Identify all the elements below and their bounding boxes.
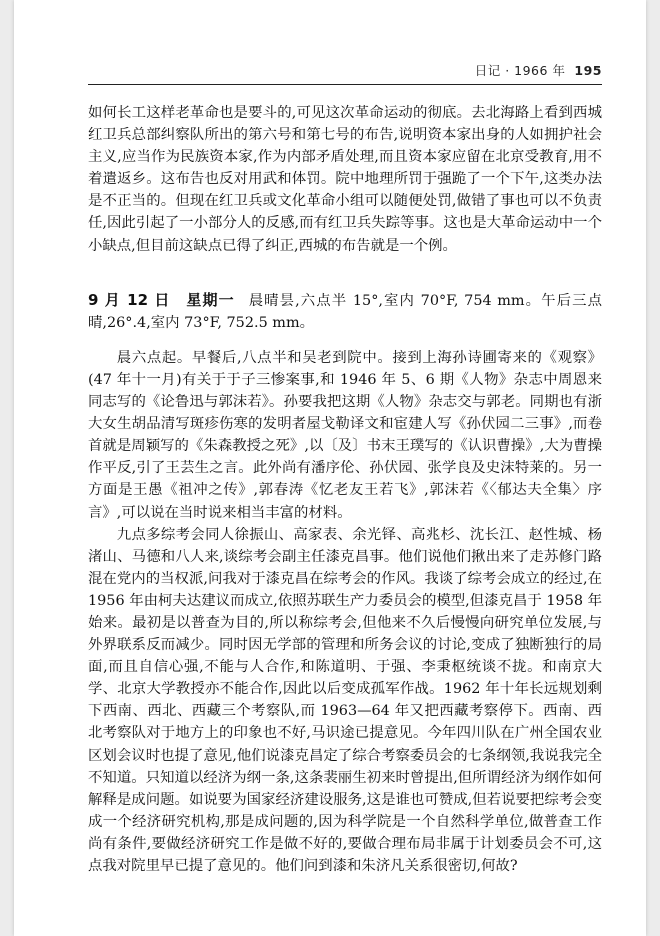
entry-weekday: 星期一 bbox=[186, 290, 235, 309]
paragraph-meeting: 九点多综考会同人徐振山、高家表、余光铎、高兆杉、沈长江、赵性城、杨渚山、马德和八人来,谈综考会副主任漆克昌事。他们说他们揪出来了走苏修门路混在党内的当权派,问我对于漆克昌在综考会的作风。我谈了综考会成立的经过,在 1956 年由柯夫达建议而成立,依照苏联生产力委员会的模型,但漆克昌于 1958 年始来。最初是以普查为目的,所以称综考会,但他来不久后慢慢向研究单位发展,与外界联系反而减少。同时因无学部的管理和所务会议的讨论,变成了独断独行的局面,而且自信心强,不能与人合作,和陈道明、于强、李秉枢统谈不拢。和南京大学、北京大学教授亦不能合作,因此以后变成孤军作战。1962 年十年长远规划剩下西南、西北、西藏三个考察队,而 1963—64 年又把西藏考察停下。西南、西北考察队对于地方上的印象也不好,马识途已提意见。今年四川队在广州全国农业区划会议时也提了意见,他们说漆克昌定了综合考察委员会的七条纲领,我说我完全不知道。只知道以经济为纲一条,这条裴丽生初来时曾提出,但所谓经济为纲作如何解释是成问题。如说要为国家经济建设服务,这是谁也可赞成,但若说要把综考会变成一个经济研究机构,那是成问题的,因为科学院是一个自然科学单位,做普查工作尚有条件,要做经济研究工作是做不好的,要做合理布局非属于计划委员会不可,这点我对院里早已提了意见的。他们问到漆和朱济凡关系很密切,何故? bbox=[88, 526, 602, 874]
running-title: 日记 · 1966 年 bbox=[474, 63, 566, 78]
diary-entry-heading bbox=[88, 289, 602, 334]
continuation-paragraph: 如何长工这样老革命也是要斗的,可见这次革命运动的彻底。去北海路上看到西城红卫兵总部纠察队所出的第六号和第七号的布告,说明资本家出身的人如拥护社会主义,应当作为民族资本家,作为内部矛盾处理,而且资本家应留在北京受教育,用不着遣返乡。这布告也反对用武和体罚。院中地理所罚于强跪了一个下午,这类办法是不正当的。但现在红卫兵或文化革命小组可以随便处罚,做错了事也可以不负责任,因此引起了一小部分人的反感,而有红卫兵失踪等事。这也是大革命运动中一个小缺点,但目前这缺点已得了纠正,西城的布告就是一个例。 bbox=[88, 105, 602, 254]
diary-text bbox=[88, 102, 602, 877]
header-text bbox=[475, 61, 602, 79]
running-header bbox=[88, 58, 602, 85]
entry-weather: 晨晴昙,六点半 15°,室内 70°F, 754 mm。午后三点晴,26°.4,室内 73°F, 752.5 mm。 bbox=[88, 292, 602, 331]
page-number: 195 bbox=[574, 63, 602, 78]
paragraph-morning: 晨六点起。早餐后,八点半和吴老到院中。接到上海孙诗圃寄来的《观察》(47 年十一月)有关于于子三惨案事,和 1946 年 5、6 期《人物》杂志中周恩来同志写的《论鲁迅与郭沫若》。孙要我把这期《人物》杂志交与郭老。同期也有浙大女生胡品清写斑疹伤寒的发明者屋戈勒译文和宦建人写《孙伏园二三事》,而卷首就是周颖写的《朱森教授之死》,以〔及〕书末王璞写的《认识曹操》,大为曹操作平反,引了王芸生之言。此外尚有潘序伦、孙伏园、张学良及史沫特莱的。另一方面是王愚《祖冲之传》,郭春涛《忆老友王若飞》,郭沫若《〈郁达夫全集〉序言》,可以说在当时说来相当丰富的材料。 bbox=[88, 349, 602, 521]
book-page bbox=[14, 0, 646, 936]
entry-date: 9 月 12 日 bbox=[88, 290, 171, 309]
